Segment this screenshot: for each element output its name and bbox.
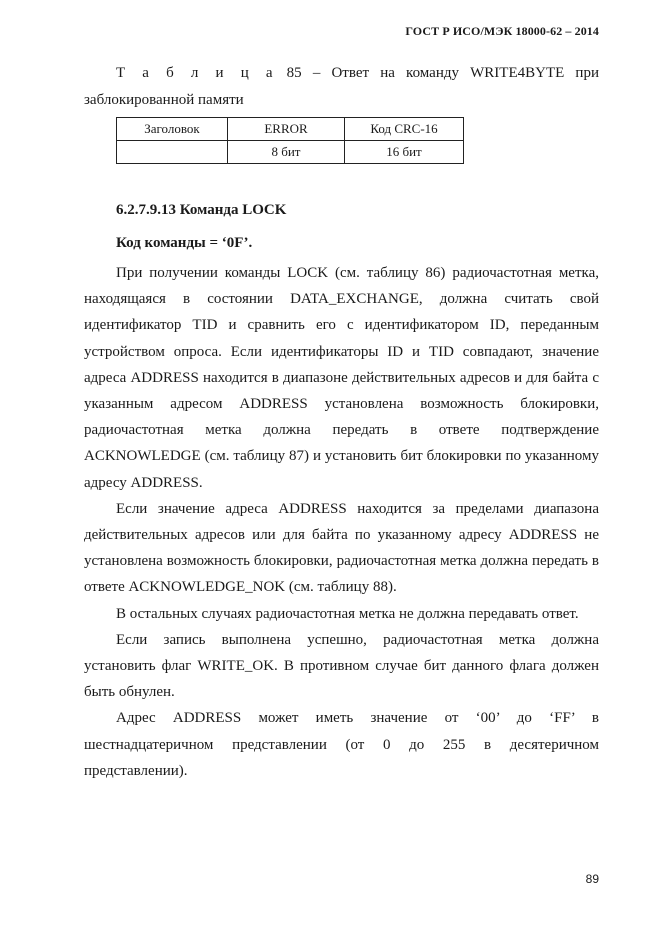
- response-table: [116, 117, 464, 164]
- paragraph: Если запись выполнена успешно, радиочастотная метка должна установить флаг WRITE_OK. В противном случае бит данного флага должен быть обнулен.: [84, 631, 599, 701]
- page-number: 89: [585, 872, 599, 886]
- table-header-cell: Код CRC-16: [345, 118, 464, 141]
- command-code: Код команды = ‘0F’.: [116, 235, 253, 251]
- body-text: [84, 260, 599, 784]
- table-header-cell: ERROR: [228, 118, 345, 141]
- section-title: 6.2.7.9.13 Команда LOCK: [116, 202, 287, 218]
- paragraph: Если значение адреса ADDRESS находится за пределами диапазона действительных адресов или для байта по указанному адресу ADDRESS не установлена возможность блокировки, радиочастотная метка должна передать в ответе ACKNOWLEDGE_NOK (см. таблицу 88).: [84, 500, 599, 596]
- table-caption: [84, 60, 599, 114]
- table-cell: [117, 141, 228, 164]
- table-header-row: [117, 118, 464, 141]
- paragraph: Адрес ADDRESS может иметь значение от ‘00’ до ‘FF’ в шестнадцатеричном представлении (от 0 до 255 в десятеричном представлении).: [84, 710, 599, 779]
- page-header: ГОСТ Р ИСО/МЭК 18000-62 – 2014: [405, 24, 599, 38]
- table-caption-text: 85 – Ответ на команду WRITE4BYTE при заблокированной памяти: [84, 65, 599, 108]
- table-caption-label: Т а б л и ц а: [116, 65, 276, 81]
- table-row: [117, 141, 464, 164]
- table-cell: 8 бит: [228, 141, 345, 164]
- table-header-cell: Заголовок: [117, 118, 228, 141]
- paragraph: В остальных случаях радиочастотная метка не должна передавать ответ.: [116, 605, 579, 622]
- paragraph: При получении команды LOCK (см. таблицу 86) радиочастотная метка, находящаяся в состоянии DATA_EXCHANGE, должна считать свой идентификатор TID и сравнить его с идентификатором ID, переданным устройством опроса. Если идентификаторы ID и TID совпадают, значение адреса ADDRESS находится в диапазоне действительных адресов и для байта с указанным адресом ADDRESS установлена возможность блокировки, радиочастотная метка должна передать в ответе подтверждение ACKNOWLEDGE (см. таблицу 87) и установить бит блокировки по указанному адресу ADDRESS.: [84, 265, 599, 491]
- table-cell: 16 бит: [345, 141, 464, 164]
